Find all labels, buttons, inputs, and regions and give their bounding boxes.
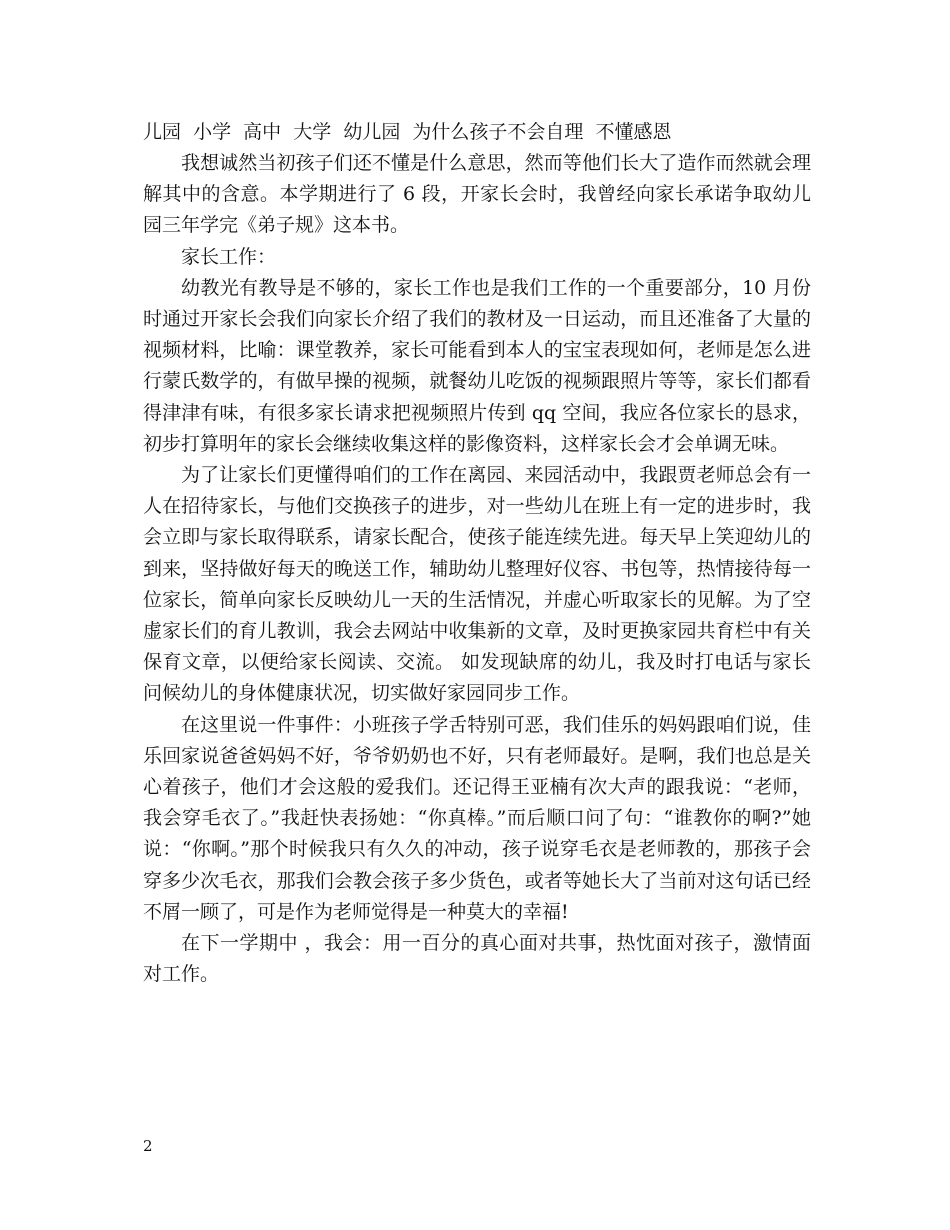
document-body	[143, 116, 811, 990]
paragraph-parent-meeting: 幼教光有教导是不够的，家长工作也是我们工作的一个重要部分，10 月份时通过开家长会我们向家长介绍了我们的教材及一日运动，而且还准备了大量的视频材料，比喻：课堂教养，家长可能看到本人的宝宝表现如何，老师是怎么进行蒙氏数学的，有做早操的视频，就餐幼儿吃饭的视频跟照片等等，家长们都看得津津有味，有很多家长请求把视频照片传到 qq 空间，我应各位家长的恳求，初步打算明年的家长会继续收集这样的影像资料，这样家长会才会单调无味。	[143, 276, 811, 455]
paragraph-anecdote: 在这里说一件事件：小班孩子学舌特别可恶，我们佳乐的妈妈跟咱们说，佳乐回家说爸爸妈妈不好，爷爷奶奶也不好，只有老师最好。是啊，我们也总是关心着孩子，他们才会这般的爱我们。还记得王亚楠有次大声的跟我说：“老师，我会穿毛衣了。”我赶快表扬她：“你真棒。”而后顺口问了句：“谁教你的啊?”她说：“你啊。”那个时候我只有久久的冲动，孩子说穿毛衣是老师教的，那孩子会穿多少次毛衣，那我们会教会孩子多少货色，或者等她长大了当前对这句话已经不屑一顾了，可是作为老师觉得是一种莫大的幸福!	[143, 713, 811, 923]
paragraph-intro: 我想诚然当初孩子们还不懂是什么意思，然而等他们长大了造作而然就会理解其中的含意。本学期进行了 6 段，开家长会时，我曾经向家长承诺争取幼儿园三年学完《弟子规》这本书。	[143, 152, 811, 237]
header-keyword-line: 儿园 小学 高中 大学 幼儿园 为什么孩子不会自理 不懂感恩	[143, 121, 672, 143]
paragraph-parent-communication: 为了让家长们更懂得咱们的工作在离园、来园活动中，我跟贾老师总会有一人在招待家长，与他们交换孩子的进步，对一些幼儿在班上有一定的进步时，我会立即与家长取得联系，请家长配合，使孩子能连续先进。每天早上笑迎幼儿的到来，坚持做好每天的晚送工作，辅助幼儿整理好仪容、书包等，热情接待每一位家长，简单向家长反映幼儿一天的生活情况，并虚心听取家长的见解。为了空虚家长们的育儿教训，我会去网站中收集新的文章，及时更换家园共育栏中有关保育文章，以便给家长阅读、交流。 如发现缺席的幼儿，我及时打电话与家长问候幼儿的身体健康状况，切实做好家园同步工作。	[143, 464, 811, 705]
paragraph-next-semester: 在下一学期中 ，我会：用一百分的真心面对共事，热忱面对孩子，激情面对工作。	[143, 932, 811, 986]
section-heading-parent-work: 家长工作：	[181, 245, 277, 268]
page-number: 2	[143, 1137, 153, 1155]
